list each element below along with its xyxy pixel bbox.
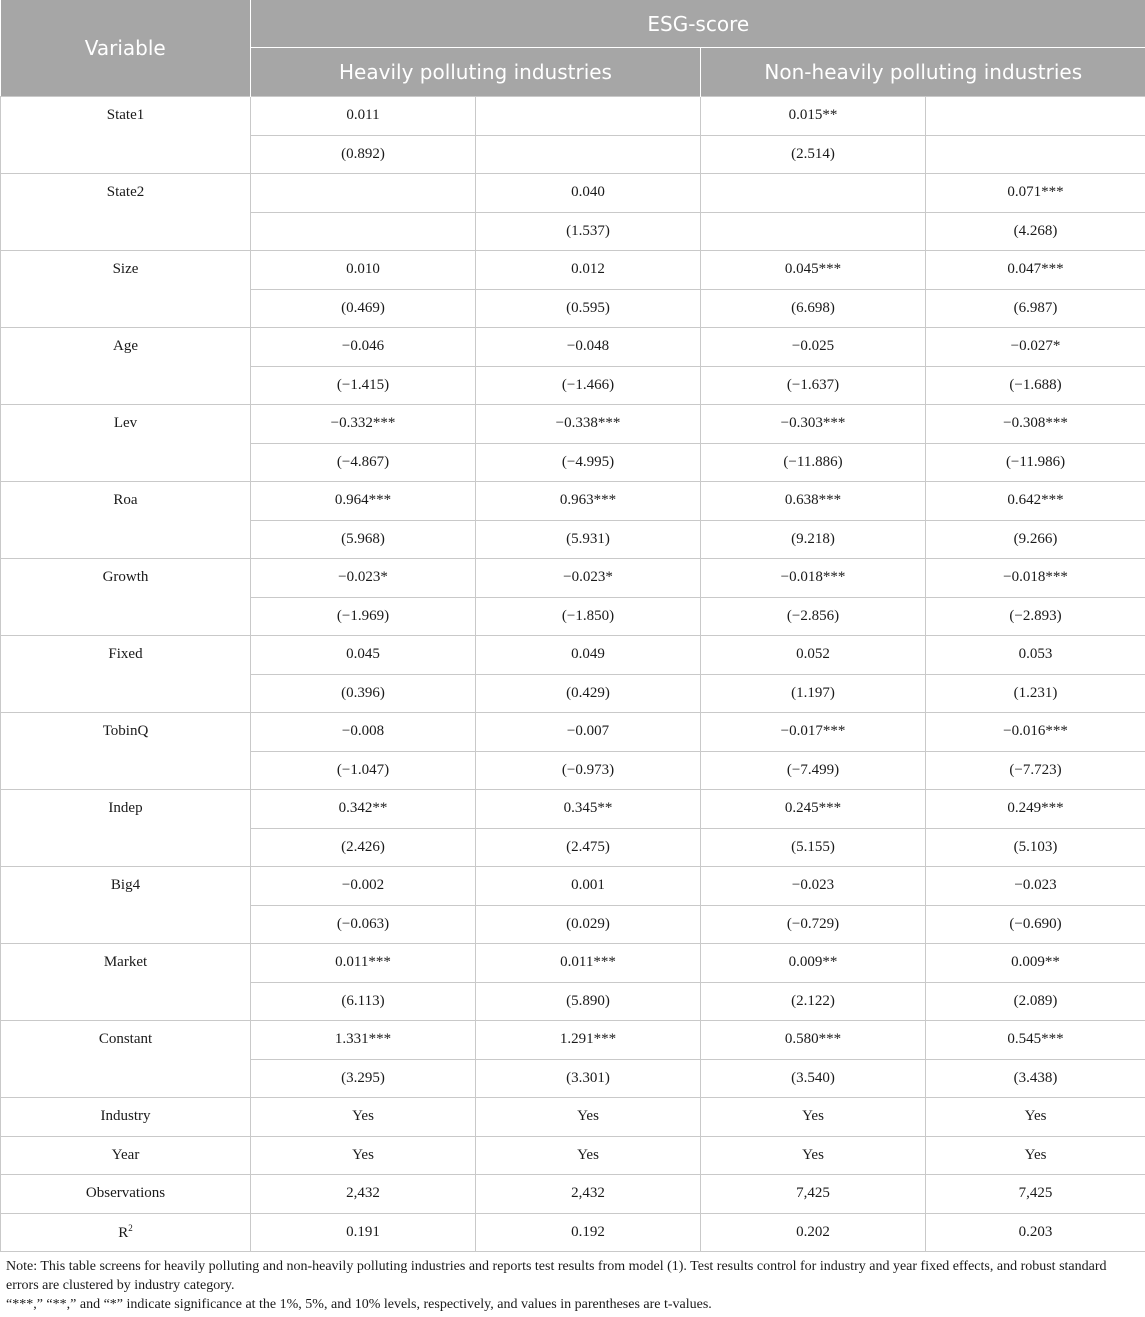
variable-name: Age	[1, 328, 251, 405]
table-row	[1, 1175, 1145, 1214]
t-value-cell: (−4.867)	[251, 443, 476, 482]
table-row	[1, 559, 1145, 598]
coefficient-cell: 0.642***	[926, 482, 1145, 521]
t-value-cell: (5.155)	[701, 828, 926, 867]
summary-cell: 7,425	[701, 1175, 926, 1214]
table-row	[1, 251, 1145, 290]
t-value-cell: (−1.969)	[251, 597, 476, 636]
summary-cell: Yes	[701, 1098, 926, 1137]
table-header	[1, 0, 1145, 97]
t-value-cell: (−0.729)	[701, 905, 926, 944]
t-value-cell: (3.438)	[926, 1059, 1145, 1098]
coefficient-cell: 0.010	[251, 251, 476, 290]
summary-cell: Yes	[926, 1098, 1145, 1137]
t-value-cell: (1.197)	[701, 674, 926, 713]
coefficient-cell: −0.303***	[701, 405, 926, 444]
variable-name: Indep	[1, 790, 251, 867]
coefficient-cell: 0.345**	[476, 790, 701, 829]
t-value-cell: (0.595)	[476, 289, 701, 328]
variable-name: State1	[1, 97, 251, 174]
table-body	[1, 97, 1145, 1252]
coefficient-cell: −0.017***	[701, 713, 926, 752]
t-value-cell: (6.698)	[701, 289, 926, 328]
coefficient-cell: 0.052	[701, 636, 926, 675]
r-squared-label	[1, 1213, 251, 1252]
coefficient-cell: 0.049	[476, 636, 701, 675]
coefficient-cell: −0.338***	[476, 405, 701, 444]
summary-cell: Yes	[701, 1136, 926, 1175]
table-row	[1, 1136, 1145, 1175]
coefficient-cell: 0.963***	[476, 482, 701, 521]
note-text: Note: This table screens for heavily polluting and non-heavily polluting industries and reports test results from model (1). Test results control for industry and year fixed effects, and robust standard errors are clustered by industry category.	[6, 1259, 1107, 1293]
t-value-cell: (2.122)	[701, 982, 926, 1021]
t-value-cell: (2.426)	[251, 828, 476, 867]
table-row	[1, 174, 1145, 213]
coefficient-cell: 0.249***	[926, 790, 1145, 829]
t-value-cell: (5.931)	[476, 520, 701, 559]
variable-name: Size	[1, 251, 251, 328]
t-value-cell: (9.266)	[926, 520, 1145, 559]
t-value-cell: (−11.986)	[926, 443, 1145, 482]
t-value-cell: (4.268)	[926, 212, 1145, 251]
table-row	[1, 97, 1145, 136]
t-value-cell: (3.301)	[476, 1059, 701, 1098]
t-value-cell: (0.396)	[251, 674, 476, 713]
coefficient-cell	[926, 97, 1145, 136]
r-squared-cell: 0.202	[701, 1213, 926, 1252]
t-value-cell: (6.113)	[251, 982, 476, 1021]
variable-name: Fixed	[1, 636, 251, 713]
t-value-cell: (2.514)	[701, 135, 926, 174]
t-value-cell: (5.103)	[926, 828, 1145, 867]
t-value-cell	[926, 135, 1145, 174]
t-value-cell: (−1.047)	[251, 751, 476, 790]
coefficient-cell: 0.011	[251, 97, 476, 136]
variable-name: Lev	[1, 405, 251, 482]
coefficient-cell: 0.045***	[701, 251, 926, 290]
t-value-cell: (−1.850)	[476, 597, 701, 636]
coefficient-cell: −0.332***	[251, 405, 476, 444]
coefficient-cell: −0.023	[701, 867, 926, 906]
variable-name: Constant	[1, 1021, 251, 1098]
coefficient-cell: 0.638***	[701, 482, 926, 521]
t-value-cell: (−1.415)	[251, 366, 476, 405]
t-value-cell: (9.218)	[701, 520, 926, 559]
coefficient-cell: −0.027*	[926, 328, 1145, 367]
t-value-cell: (6.987)	[926, 289, 1145, 328]
coefficient-cell	[476, 97, 701, 136]
t-value-cell: (−11.886)	[701, 443, 926, 482]
summary-cell: Yes	[251, 1136, 476, 1175]
r-squared-cell: 0.191	[251, 1213, 476, 1252]
summary-cell: Yes	[476, 1136, 701, 1175]
t-value-cell	[476, 135, 701, 174]
coefficient-cell	[701, 174, 926, 213]
table-row	[1, 636, 1145, 675]
coefficient-cell: 0.015**	[701, 97, 926, 136]
coefficient-cell: 0.045	[251, 636, 476, 675]
table-notes	[0, 1252, 1145, 1314]
coefficient-cell: 0.580***	[701, 1021, 926, 1060]
table-row	[1, 944, 1145, 983]
t-value-cell: (0.892)	[251, 135, 476, 174]
r-squared-cell: 0.203	[926, 1213, 1145, 1252]
variable-name: Big4	[1, 867, 251, 944]
coefficient-cell: 0.245***	[701, 790, 926, 829]
coefficient-cell: −0.018***	[926, 559, 1145, 598]
t-value-cell: (−0.973)	[476, 751, 701, 790]
variable-name: Observations	[1, 1175, 251, 1214]
coefficient-cell: −0.025	[701, 328, 926, 367]
t-value-cell: (1.231)	[926, 674, 1145, 713]
t-value-cell: (3.295)	[251, 1059, 476, 1098]
coefficient-cell	[251, 174, 476, 213]
table-row	[1, 867, 1145, 906]
coefficient-cell: −0.048	[476, 328, 701, 367]
coefficient-cell: −0.018***	[701, 559, 926, 598]
coefficient-cell: −0.008	[251, 713, 476, 752]
esg-score-header: ESG-score	[251, 0, 1145, 48]
t-value-cell: (0.429)	[476, 674, 701, 713]
table-row	[1, 1021, 1145, 1060]
coefficient-cell: 0.009**	[701, 944, 926, 983]
variable-name: Roa	[1, 482, 251, 559]
t-value-cell: (−1.466)	[476, 366, 701, 405]
t-value-cell: (−7.723)	[926, 751, 1145, 790]
variable-name: Year	[1, 1136, 251, 1175]
summary-cell: Yes	[476, 1098, 701, 1137]
coefficient-cell: −0.308***	[926, 405, 1145, 444]
summary-cell: 2,432	[476, 1175, 701, 1214]
coefficient-cell: 0.040	[476, 174, 701, 213]
summary-cell: 2,432	[251, 1175, 476, 1214]
coefficient-cell: 0.012	[476, 251, 701, 290]
t-value-cell	[701, 212, 926, 251]
t-value-cell: (0.469)	[251, 289, 476, 328]
coefficient-cell: 0.011***	[476, 944, 701, 983]
coefficient-cell: 0.011***	[251, 944, 476, 983]
table-row	[1, 1098, 1145, 1137]
coefficient-cell: 0.964***	[251, 482, 476, 521]
coefficient-cell: −0.016***	[926, 713, 1145, 752]
table-row	[1, 713, 1145, 752]
t-value-cell: (−1.688)	[926, 366, 1145, 405]
coefficient-cell: 0.545***	[926, 1021, 1145, 1060]
t-value-cell	[251, 212, 476, 251]
coefficient-cell: 0.001	[476, 867, 701, 906]
coefficient-cell: 0.053	[926, 636, 1145, 675]
coefficient-cell: −0.046	[251, 328, 476, 367]
table-row	[1, 1213, 1145, 1252]
coefficient-cell: −0.023	[926, 867, 1145, 906]
coefficient-cell: −0.007	[476, 713, 701, 752]
t-value-cell: (2.475)	[476, 828, 701, 867]
coefficient-cell: −0.023*	[251, 559, 476, 598]
t-value-cell: (5.890)	[476, 982, 701, 1021]
t-value-cell: (−2.893)	[926, 597, 1145, 636]
table-row	[1, 482, 1145, 521]
r-squared-base: R	[118, 1224, 129, 1241]
non-heavily-polluting-header: Non-heavily polluting industries	[701, 48, 1145, 97]
summary-cell: 7,425	[926, 1175, 1145, 1214]
variable-name: Market	[1, 944, 251, 1021]
variable-column-header: Variable	[1, 0, 251, 97]
coefficient-cell: 1.291***	[476, 1021, 701, 1060]
table-row	[1, 328, 1145, 367]
table-row	[1, 405, 1145, 444]
coefficient-cell: 0.009**	[926, 944, 1145, 983]
coefficient-cell: −0.002	[251, 867, 476, 906]
t-value-cell: (−4.995)	[476, 443, 701, 482]
coefficient-cell: 1.331***	[251, 1021, 476, 1060]
variable-name: State2	[1, 174, 251, 251]
t-value-cell: (−1.637)	[701, 366, 926, 405]
summary-cell: Yes	[251, 1098, 476, 1137]
t-value-cell: (−2.856)	[701, 597, 926, 636]
r-squared-superscript: 2	[128, 1222, 133, 1233]
heavily-polluting-header: Heavily polluting industries	[251, 48, 701, 97]
t-value-cell: (0.029)	[476, 905, 701, 944]
t-value-cell: (−7.499)	[701, 751, 926, 790]
coefficient-cell: 0.071***	[926, 174, 1145, 213]
coefficient-cell: −0.023*	[476, 559, 701, 598]
t-value-cell: (5.968)	[251, 520, 476, 559]
variable-name: TobinQ	[1, 713, 251, 790]
t-value-cell: (−0.063)	[251, 905, 476, 944]
r-squared-cell: 0.192	[476, 1213, 701, 1252]
t-value-cell: (1.537)	[476, 212, 701, 251]
coefficient-cell: 0.342**	[251, 790, 476, 829]
variable-name: Growth	[1, 559, 251, 636]
variable-name: Industry	[1, 1098, 251, 1137]
summary-cell: Yes	[926, 1136, 1145, 1175]
t-value-cell: (−0.690)	[926, 905, 1145, 944]
table-row	[1, 790, 1145, 829]
t-value-cell: (3.540)	[701, 1059, 926, 1098]
t-value-cell: (2.089)	[926, 982, 1145, 1021]
significance-note: “***,” “**,” and “*” indicate significance at the 1%, 5%, and 10% levels, respectively, and values in parentheses are t-values.	[6, 1297, 712, 1312]
coefficient-cell: 0.047***	[926, 251, 1145, 290]
